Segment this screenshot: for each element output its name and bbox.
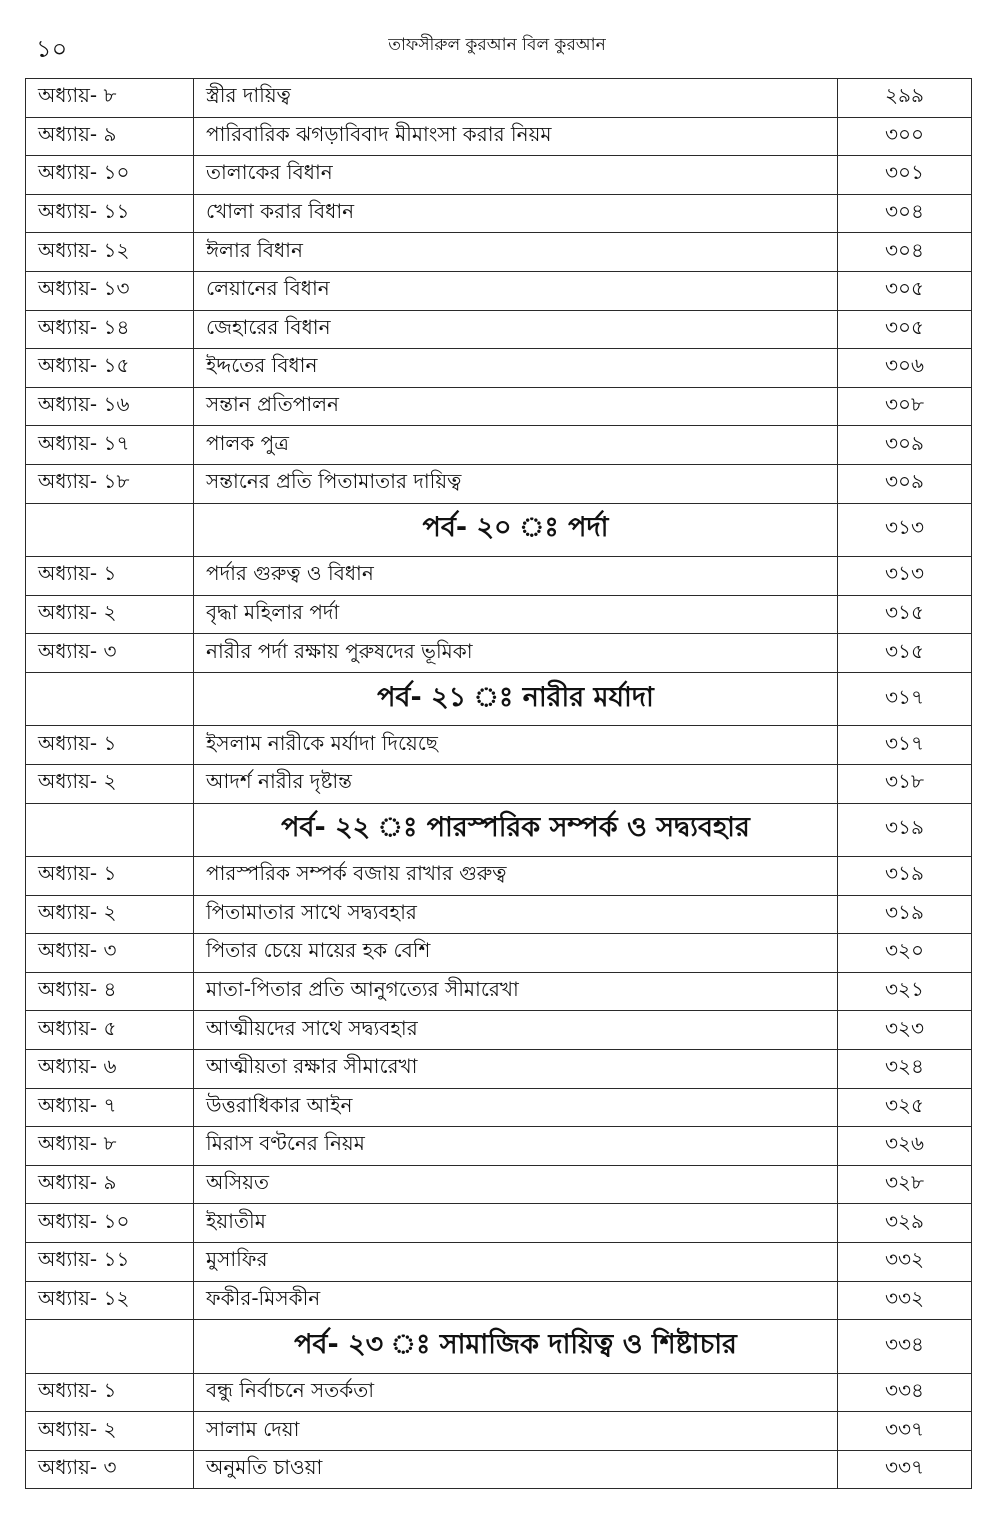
section-title: পর্ব- ২০ ঃ পর্দা	[194, 503, 838, 557]
chapter-title: পর্দার গুরুত্ব ও বিধান	[194, 557, 838, 596]
page-ref: ৩০০	[838, 117, 972, 156]
chapter-title: জেহারের বিধান	[194, 310, 838, 349]
chapter-title: নারীর পর্দা রক্ষায় পুরুষদের ভূমিকা	[194, 634, 838, 673]
chapter-label: অধ্যায়- ১৩	[26, 271, 194, 310]
toc-chapter-row	[26, 117, 972, 156]
table-of-contents	[25, 78, 972, 1489]
toc-chapter-row	[26, 349, 972, 388]
chapter-label: অধ্যায়- ৩	[26, 1450, 194, 1489]
page-ref: ৩০৯	[838, 426, 972, 465]
page-ref: ৩৩৪	[838, 1320, 972, 1374]
chapter-title: ইসলাম নারীকে মর্যাদা দিয়েছে	[194, 726, 838, 765]
book-title: তাফসীরুল কুরআন বিল কুরআন	[388, 35, 606, 55]
chapter-title: ইদ্দতের বিধান	[194, 349, 838, 388]
page-ref: ৩২৮	[838, 1165, 972, 1204]
page-ref: ৩১৯	[838, 803, 972, 857]
toc-chapter-row	[26, 1281, 972, 1320]
toc-chapter-row	[26, 1127, 972, 1166]
chapter-label	[26, 672, 194, 726]
chapter-label: অধ্যায়- ১	[26, 1373, 194, 1412]
toc-chapter-row	[26, 1242, 972, 1281]
section-title: পর্ব- ২১ ঃ নারীর মর্যাদা	[194, 672, 838, 726]
chapter-title: সন্তানের প্রতি পিতামাতার দায়িত্ব	[194, 464, 838, 503]
chapter-title: তালাকের বিধান	[194, 156, 838, 195]
toc-body	[26, 79, 972, 1489]
toc-chapter-row	[26, 934, 972, 973]
chapter-label: অধ্যায়- ১	[26, 557, 194, 596]
page-ref: ৩১৭	[838, 726, 972, 765]
page-ref: ৩২১	[838, 972, 972, 1011]
page-ref: ৩২৬	[838, 1127, 972, 1166]
chapter-label	[26, 503, 194, 557]
chapter-label: অধ্যায়- ১৭	[26, 426, 194, 465]
chapter-label: অধ্যায়- ১০	[26, 1204, 194, 1243]
chapter-title: ইয়াতীম	[194, 1204, 838, 1243]
page-ref: ৩২৯	[838, 1204, 972, 1243]
page-ref: ৩১৫	[838, 634, 972, 673]
chapter-label: অধ্যায়- ১	[26, 726, 194, 765]
toc-chapter-row	[26, 233, 972, 272]
chapter-label: অধ্যায়- ৩	[26, 934, 194, 973]
chapter-title: অসিয়ত	[194, 1165, 838, 1204]
chapter-title: ফকীর-মিসকীন	[194, 1281, 838, 1320]
chapter-title: বন্ধু নির্বাচনে সতর্কতা	[194, 1373, 838, 1412]
chapter-label: অধ্যায়- ২	[26, 764, 194, 803]
toc-chapter-row	[26, 857, 972, 896]
chapter-title: পিতামাতার সাথে সদ্ব্যবহার	[194, 895, 838, 934]
chapter-label: অধ্যায়- ৯	[26, 117, 194, 156]
chapter-label: অধ্যায়- ৭	[26, 1088, 194, 1127]
chapter-label: অধ্যায়- ১২	[26, 233, 194, 272]
toc-chapter-row	[26, 194, 972, 233]
toc-chapter-row	[26, 310, 972, 349]
chapter-title: আত্মীয়তা রক্ষার সীমারেখা	[194, 1049, 838, 1088]
toc-chapter-row	[26, 79, 972, 118]
page-ref: ৩০১	[838, 156, 972, 195]
chapter-title: সন্তান প্রতিপালন	[194, 387, 838, 426]
chapter-label: অধ্যায়- ১০	[26, 156, 194, 195]
page-ref: ৩২৫	[838, 1088, 972, 1127]
toc-chapter-row	[26, 271, 972, 310]
toc-section-row	[26, 803, 972, 857]
chapter-label: অধ্যায়- ১	[26, 857, 194, 896]
page-ref: ৩২৩	[838, 1011, 972, 1050]
page-ref: ৩২৪	[838, 1049, 972, 1088]
chapter-title: মুসাফির	[194, 1242, 838, 1281]
chapter-title: আদর্শ নারীর দৃষ্টান্ত	[194, 764, 838, 803]
page-ref: ৩০৫	[838, 271, 972, 310]
toc-chapter-row	[26, 1165, 972, 1204]
chapter-label: অধ্যায়- ৩	[26, 634, 194, 673]
toc-chapter-row	[26, 595, 972, 634]
chapter-label	[26, 803, 194, 857]
page-ref: ৩২০	[838, 934, 972, 973]
chapter-title: বৃদ্ধা মহিলার পর্দা	[194, 595, 838, 634]
toc-chapter-row	[26, 426, 972, 465]
toc-section-row	[26, 672, 972, 726]
chapter-label: অধ্যায়- ১১	[26, 194, 194, 233]
page-header	[0, 30, 994, 66]
toc-section-row	[26, 503, 972, 557]
toc-chapter-row	[26, 972, 972, 1011]
chapter-title: পারস্পরিক সম্পর্ক বজায় রাখার গুরুত্ব	[194, 857, 838, 896]
chapter-label: অধ্যায়- ৯	[26, 1165, 194, 1204]
page-ref: ৩১৭	[838, 672, 972, 726]
chapter-label	[26, 1320, 194, 1374]
toc-chapter-row	[26, 156, 972, 195]
page-ref: ৩১৯	[838, 857, 972, 896]
toc-chapter-row	[26, 464, 972, 503]
chapter-title: খোলা করার বিধান	[194, 194, 838, 233]
section-title: পর্ব- ২৩ ঃ সামাজিক দায়িত্ব ও শিষ্টাচার	[194, 1320, 838, 1374]
page-ref: ৩১৩	[838, 503, 972, 557]
toc-chapter-row	[26, 557, 972, 596]
page-ref: ৩৩২	[838, 1281, 972, 1320]
toc-chapter-row	[26, 1049, 972, 1088]
chapter-label: অধ্যায়- ১২	[26, 1281, 194, 1320]
toc-section-row	[26, 1320, 972, 1374]
chapter-title: আত্মীয়দের সাথে সদ্ব্যবহার	[194, 1011, 838, 1050]
chapter-title: ঈলার বিধান	[194, 233, 838, 272]
page-ref: ৩১৯	[838, 895, 972, 934]
chapter-label: অধ্যায়- ৬	[26, 1049, 194, 1088]
chapter-label: অধ্যায়- ৮	[26, 1127, 194, 1166]
toc-chapter-row	[26, 726, 972, 765]
section-title: পর্ব- ২২ ঃ পারস্পরিক সম্পর্ক ও সদ্ব্যবহার	[194, 803, 838, 857]
toc-chapter-row	[26, 387, 972, 426]
toc-chapter-row	[26, 1204, 972, 1243]
page-ref: ৩৩৭	[838, 1450, 972, 1489]
toc-chapter-row	[26, 895, 972, 934]
page-ref: ৩১৩	[838, 557, 972, 596]
page-ref: ৩৩২	[838, 1242, 972, 1281]
chapter-title: লেয়ানের বিধান	[194, 271, 838, 310]
chapter-label: অধ্যায়- ৪	[26, 972, 194, 1011]
chapter-label: অধ্যায়- ১৬	[26, 387, 194, 426]
page-ref: ৩০৯	[838, 464, 972, 503]
chapter-title: স্ত্রীর দায়িত্ব	[194, 79, 838, 118]
chapter-title: পালক পুত্র	[194, 426, 838, 465]
chapter-label: অধ্যায়- ২	[26, 1412, 194, 1451]
chapter-label: অধ্যায়- ৫	[26, 1011, 194, 1050]
chapter-title: উত্তরাধিকার আইন	[194, 1088, 838, 1127]
chapter-label: অধ্যায়- ৮	[26, 79, 194, 118]
toc-chapter-row	[26, 764, 972, 803]
toc-chapter-row	[26, 1011, 972, 1050]
chapter-title: সালাম দেয়া	[194, 1412, 838, 1451]
page-ref: ৩০৫	[838, 310, 972, 349]
page-ref: ৩১৮	[838, 764, 972, 803]
chapter-label: অধ্যায়- ২	[26, 895, 194, 934]
chapter-title: মাতা-পিতার প্রতি আনুগত্যের সীমারেখা	[194, 972, 838, 1011]
toc-chapter-row	[26, 1373, 972, 1412]
page-ref: ৩১৫	[838, 595, 972, 634]
page-number: ১০	[36, 35, 68, 63]
chapter-label: অধ্যায়- ১৫	[26, 349, 194, 388]
chapter-label: অধ্যায়- ২	[26, 595, 194, 634]
page-ref: ৩৩৪	[838, 1373, 972, 1412]
page-ref: ৩০৬	[838, 349, 972, 388]
chapter-label: অধ্যায়- ১৮	[26, 464, 194, 503]
page-ref: ৩০৪	[838, 194, 972, 233]
page-ref: ৩০৪	[838, 233, 972, 272]
chapter-title: অনুমতি চাওয়া	[194, 1450, 838, 1489]
chapter-title: পিতার চেয়ে মায়ের হক বেশি	[194, 934, 838, 973]
page-ref: ২৯৯	[838, 79, 972, 118]
toc-chapter-row	[26, 634, 972, 673]
chapter-title: মিরাস বণ্টনের নিয়ম	[194, 1127, 838, 1166]
toc-chapter-row	[26, 1412, 972, 1451]
chapter-label: অধ্যায়- ১১	[26, 1242, 194, 1281]
toc-chapter-row	[26, 1088, 972, 1127]
chapter-label: অধ্যায়- ১৪	[26, 310, 194, 349]
page-ref: ৩০৮	[838, 387, 972, 426]
chapter-title: পারিবারিক ঝগড়াবিবাদ মীমাংসা করার নিয়ম	[194, 117, 838, 156]
page-ref: ৩৩৭	[838, 1412, 972, 1451]
toc-chapter-row	[26, 1450, 972, 1489]
